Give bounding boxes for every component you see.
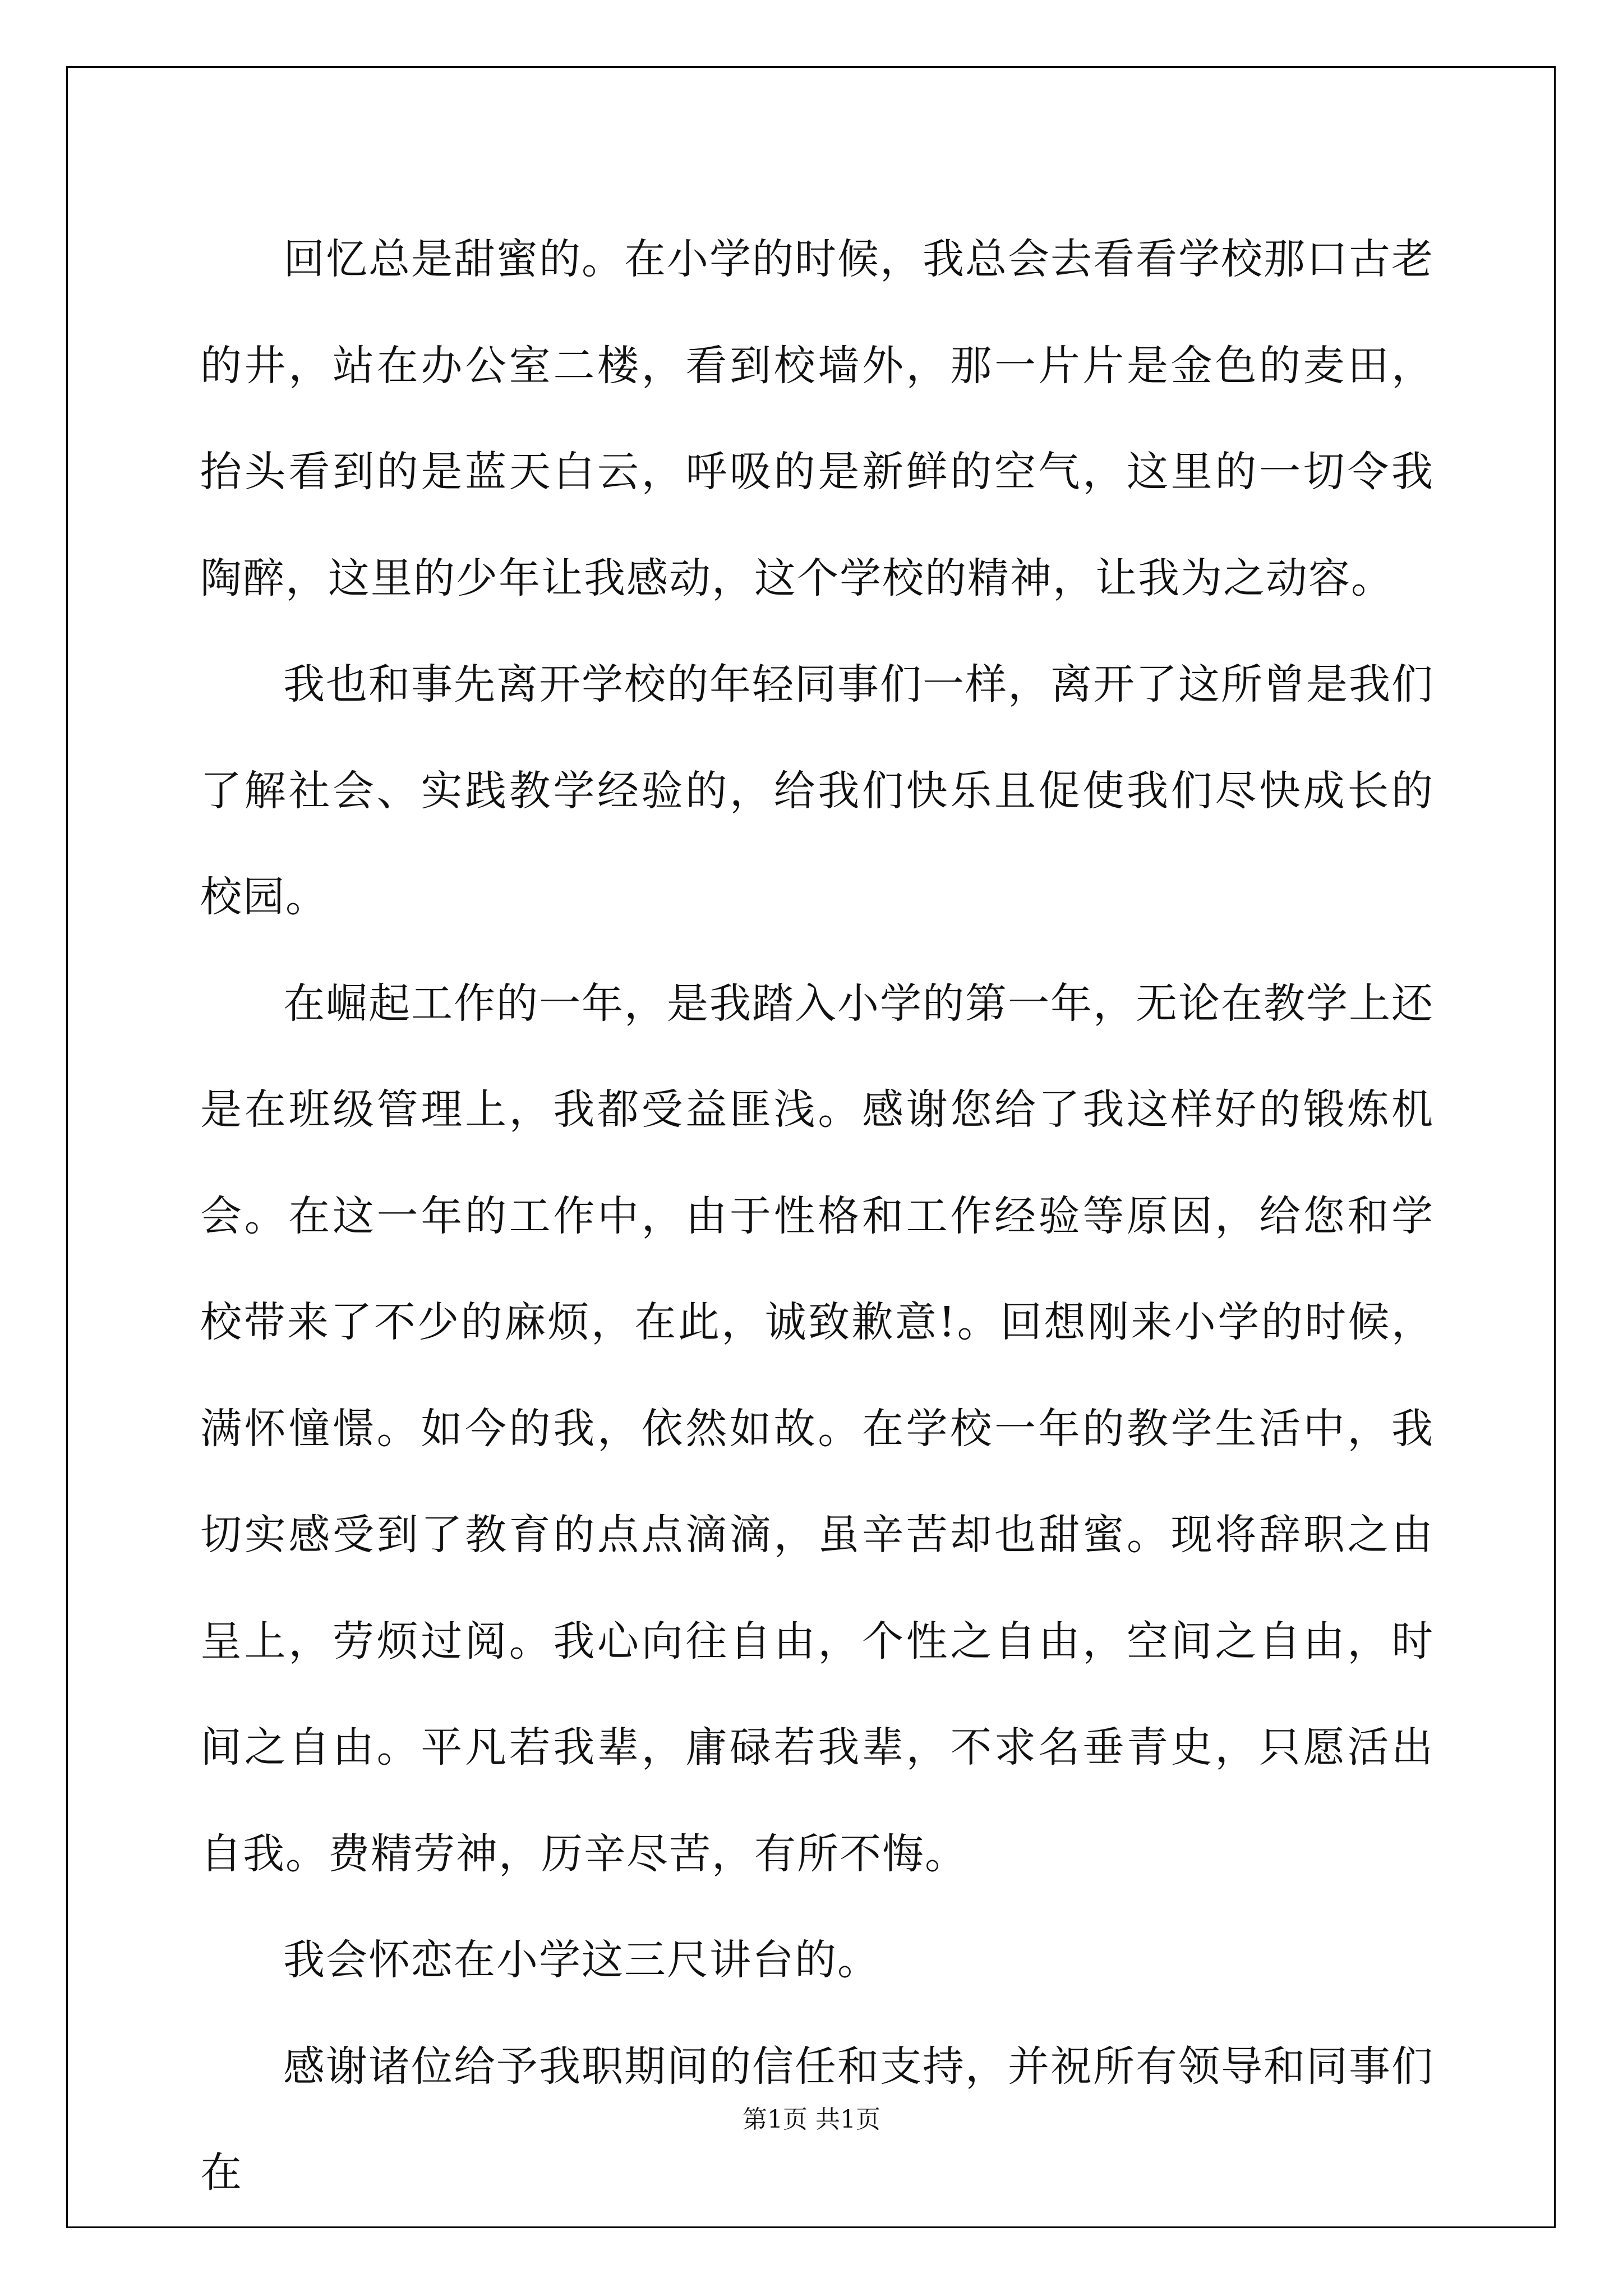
paragraph-5: 感谢诸位给予我职期间的信任和支持，并祝所有领导和同事们在 xyxy=(200,2042,1434,2197)
paragraph-2: 我也和事先离开学校的年轻同事们一样，离开了这所曾是我们了解社会、实践教学经验的，给我们快乐且促使我们尽快成长的校园。 xyxy=(200,660,1434,921)
paragraph-1: 回忆总是甜蜜的。在小学的时候，我总会去看看学校那口古老的井，站在办公室二楼，看到校墙外，那一片片是金色的麦田，抬头看到的是蓝天白云，呼吸的是新鲜的空气，这里的一切令我陶醉，这里的少年让我感动，这个学校的精神，让我为之动容。 xyxy=(200,235,1434,602)
paragraph-3: 在崛起工作的一年，是我踏入小学的第一年，无论在教学上还是在班级管理上，我都受益匪浅。感谢您给了我这样好的锻炼机会。在这一年的工作中，由于性格和工作经验等原因，给您和学校带来了不少的麻烦，在此，诚致歉意!。回想刚来小学的时候，满怀憧憬。如今的我，依然如故。在学校一年的教学生活中，我切实感受到了教育的点点滴滴，虽辛苦却也甜蜜。现将辞职之由呈上，劳烦过阅。我心向往自由，个性之自由，空间之自由，时间之自由。平凡若我辈，庸碌若我辈，不求名垂青史，只愿活出自我。费精劳神，历辛尽苦，有所不悔。 xyxy=(200,979,1434,1878)
page-footer: 第1页 共1页 xyxy=(743,2105,880,2134)
paragraph-4: 我会怀恋在小学这三尺讲台的。 xyxy=(283,1936,880,1984)
document-body xyxy=(200,206,1434,2226)
